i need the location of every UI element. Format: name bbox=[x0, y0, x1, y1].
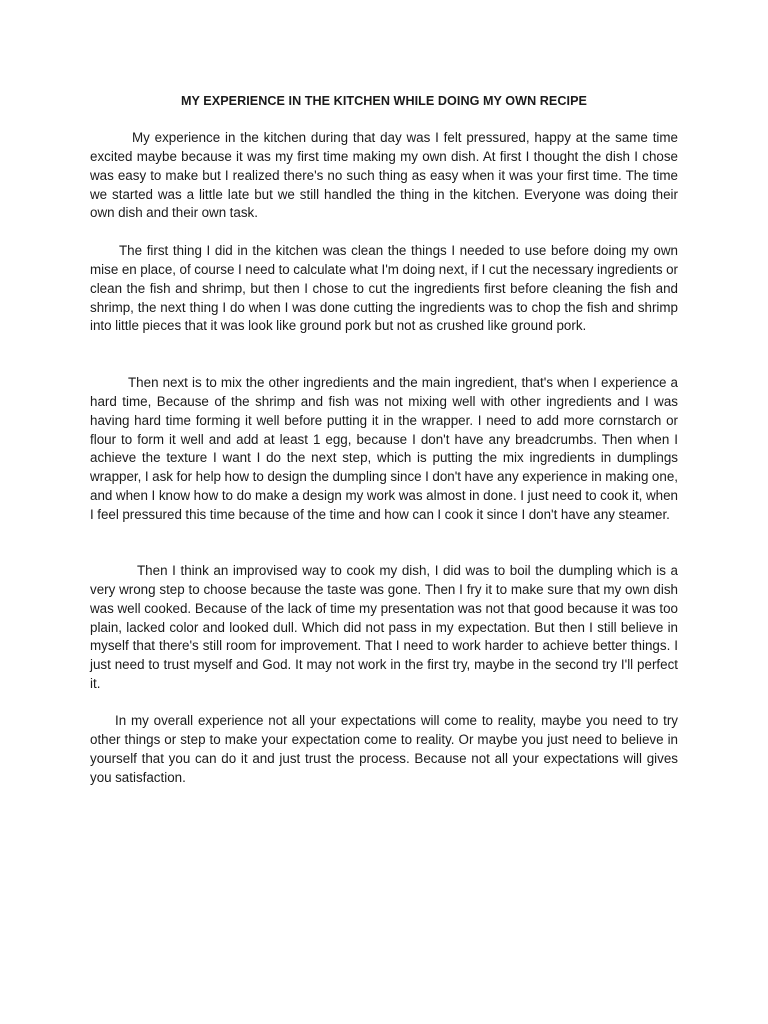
paragraph-5: In my overall experience not all your expectations will come to reality, maybe you need to try other things or step to make your expectation come to reality. Or maybe you just need to believe in yourself that you can do it and just trust the process. Because not all your expectations will gives you satisfaction. bbox=[90, 713, 678, 785]
document-title: MY EXPERIENCE IN THE KITCHEN WHILE DOING MY OWN RECIPE bbox=[181, 94, 587, 108]
paragraph-1: My experience in the kitchen during that day was I felt pressured, happy at the same time excited maybe because it was my first time making my own dish. At first I thought the dish I chose was easy to make but I realized there's no such thing as easy when it was your first time. The time we started was a little late but we still handled the thing in the kitchen. Everyone was doing their own dish and their own task. bbox=[90, 130, 678, 221]
paragraph-2: The first thing I did in the kitchen was clean the things I needed to use before doing my own mise en place, of course I need to calculate what I'm doing next, if I cut the necessary ingredients or clean the fish and shrimp, but then I chose to cut the ingredients first before cleaning the fish and shrimp, the next thing I do when I was done cutting the ingredients was to chop the fish and shrimp into little pieces that it was look like ground pork but not as crushed like ground pork. bbox=[90, 243, 678, 334]
paragraph-3: Then next is to mix the other ingredients and the main ingredient, that's when I experience a hard time, Because of the shrimp and fish was not mixing well with other ingredients and I was having hard time forming it well before putting it in the wrapper. I need to add more cornstarch or flour to form it well and add at least 1 egg, because I don't have any breadcrumbs. Then when I achieve the texture I want I do the next step, which is putting the mix ingredients in dumplings wrapper, I ask for help how to design the dumpling since I don't have any experience in making one, and when I know how to do make a design my work was almost in done. I just need to cook it, when I feel pressured this time because of the time and how can I cook it since I don't have any steamer. bbox=[90, 375, 678, 522]
paragraph-4: Then I think an improvised way to cook my dish, I did was to boil the dumpling which is a very wrong step to choose because the taste was gone. Then I fry it to make sure that my own dish was well cooked. Because of the lack of time my presentation was not that good because it was too plain, lacked color and looked dull. Which did not pass in my expectation. But then I still believe in myself that there's still room for improvement. That I need to work harder to achieve better things. I just need to trust myself and God. It may not work in the first try, maybe in the second try I'll perfect it. bbox=[90, 563, 678, 692]
